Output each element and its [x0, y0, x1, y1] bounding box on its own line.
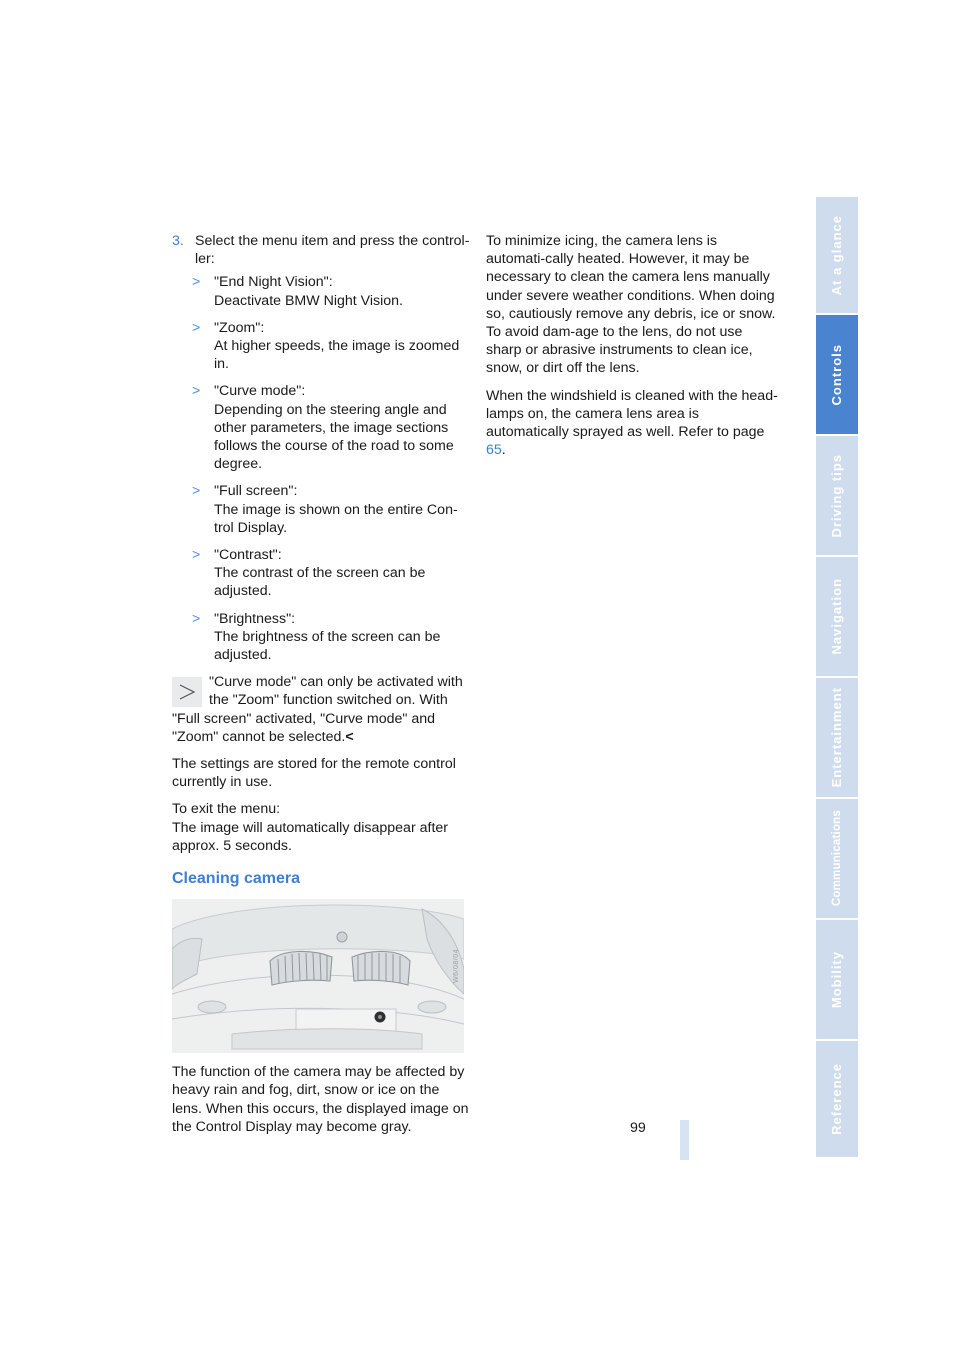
- option-title: "Zoom":: [214, 319, 265, 336]
- figure-code: W6/08/04: [453, 949, 460, 984]
- windshield-text: When the windshield is cleaned with the head-lamps on, the camera lens area is automatically sprayed as well. Refer to page: [486, 387, 778, 441]
- page-number: 99: [630, 1120, 646, 1136]
- windshield-paragraph: [486, 387, 780, 460]
- period: .: [501, 442, 506, 459]
- note-triangle-icon: [172, 677, 202, 707]
- option-description: The brightness of the screen can be adjusted.: [214, 628, 441, 664]
- option-description: Deactivate BMW Night Vision.: [214, 292, 403, 309]
- tab-label: Communications: [830, 810, 843, 907]
- list-item: [192, 546, 472, 601]
- car-front-illustration: [172, 899, 464, 1053]
- list-item: [192, 273, 472, 309]
- option-title: "Brightness":: [214, 610, 296, 627]
- tab-controls[interactable]: [816, 315, 858, 434]
- bullet-marker: >: [192, 483, 201, 500]
- tab-navigation[interactable]: [816, 557, 858, 676]
- tab-reference[interactable]: [816, 1041, 858, 1157]
- bullet-marker: >: [192, 547, 201, 564]
- list-item: [192, 382, 472, 473]
- note-end-marker: <: [345, 728, 354, 745]
- option-title: "Full screen":: [214, 483, 298, 500]
- tab-label: Controls: [828, 343, 844, 406]
- bullet-marker: >: [192, 610, 201, 627]
- bullet-marker: >: [192, 319, 201, 336]
- tab-mobility[interactable]: [816, 920, 858, 1039]
- tab-label: At a glance: [828, 214, 844, 296]
- exit-title: To exit the menu:: [172, 801, 281, 818]
- tab-at-a-glance[interactable]: [816, 197, 858, 313]
- section-heading: Cleaning camera: [172, 870, 301, 888]
- page-number-bar: [680, 1120, 689, 1160]
- step-number: 3.: [172, 233, 184, 249]
- settings-paragraph: The settings are stored for the remote control currently in use.: [172, 756, 456, 791]
- tab-label: Navigation: [828, 578, 844, 655]
- option-title: "Curve mode":: [214, 383, 306, 400]
- step-text: Select the menu item and press the control-ler:: [195, 233, 470, 268]
- option-description: The contrast of the screen can be adjusted.: [214, 565, 426, 600]
- tab-label: Mobility: [828, 950, 844, 1009]
- list-item: [192, 482, 472, 537]
- tab-entertainment[interactable]: [816, 678, 858, 797]
- option-title: "End Night Vision":: [214, 274, 333, 291]
- note-block: [172, 673, 472, 746]
- step-3: [172, 232, 472, 268]
- exit-paragraph: [172, 800, 472, 855]
- note-text: "Curve mode" can only be activated with the "Zoom" function switched on. With "Full screen" activated, "Curve mode" and "Zoom" cannot be selected.: [172, 674, 463, 745]
- option-title: "Contrast":: [214, 547, 282, 564]
- option-description: The image is shown on the entire Con-trol Display.: [214, 501, 458, 536]
- option-description: Depending on the steering angle and other parameters, the image sections follows the course of the road to some degree.: [214, 401, 454, 473]
- tab-communications[interactable]: [816, 799, 858, 918]
- function-paragraph: The function of the camera may be affected by heavy rain and fog, dirt, snow or ice on the lens. When this occurs, the displayed image on the Control Display may become gray.: [172, 1064, 469, 1135]
- camera-figure: [172, 899, 464, 1053]
- bullet-marker: >: [192, 274, 201, 291]
- tab-label: Entertainment: [828, 687, 844, 788]
- chapter-tabs: [816, 197, 858, 1159]
- tab-driving-tips[interactable]: [816, 436, 858, 555]
- tab-label: Reference: [828, 1063, 844, 1135]
- left-column: [172, 232, 472, 1145]
- icing-paragraph: To minimize icing, the camera lens is automati-cally heated. However, it may be necessary to clean the camera lens manually under severe weather conditions. When doing so, cautiously remove any debris, ice or snow. To avoid dam-age to the lens, do not use sharp or abrasive instruments to clean ice, snow, or dirt off the lens.: [486, 233, 776, 377]
- tab-label: Driving tips: [828, 453, 844, 538]
- list-item: [192, 610, 472, 665]
- page-reference-link[interactable]: 65: [486, 442, 502, 459]
- right-column: [486, 232, 780, 468]
- exit-text: The image will automatically disappear after approx. 5 seconds.: [172, 819, 448, 854]
- list-item: [192, 319, 472, 374]
- menu-options-list: [192, 273, 472, 664]
- option-description: At higher speeds, the image is zoomed in.: [214, 338, 460, 373]
- bullet-marker: >: [192, 383, 201, 400]
